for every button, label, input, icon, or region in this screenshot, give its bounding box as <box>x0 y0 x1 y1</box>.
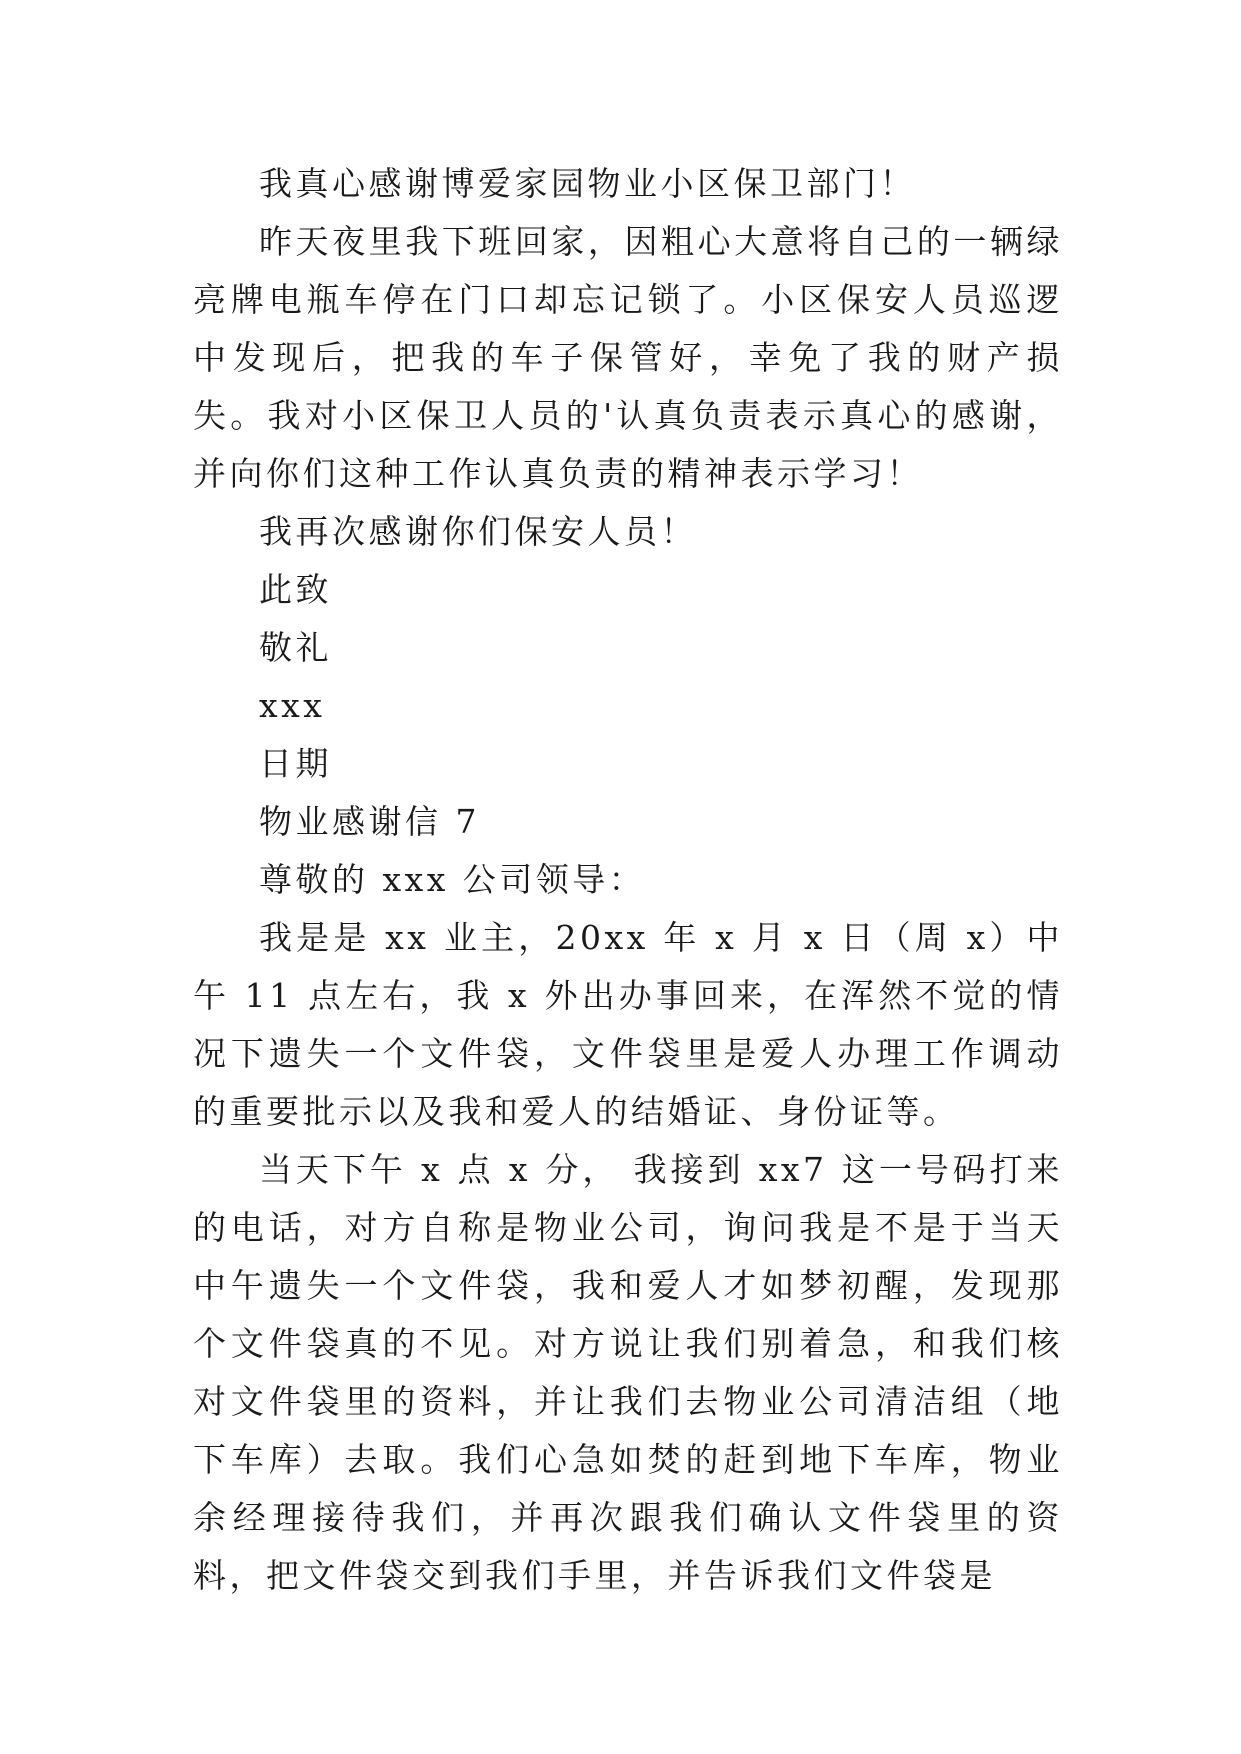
signature-date: 日期 <box>259 744 332 783</box>
incident-paragraph: 昨天夜里我下班回家，因粗心大意将自己的一辆绿亮牌电瓶车停在门口却忘记锁了。小区保安人员巡逻中发现后，把我的车子保管好，幸免了我的财产损失。我对小区保卫人员的'认真负责表示真心的感谢，并向你们这种工作认真负责的精神表示学习！ <box>193 222 1063 493</box>
document-body <box>193 155 1063 1605</box>
signature-name: xxx <box>259 686 326 725</box>
thanks-line: 我真心感谢博爱家园物业小区保卫部门！ <box>259 164 916 203</box>
recovery-paragraph: 当天下午 x 点 x 分， 我接到 xx7 这一号码打来的电话，对方自称是物业公司，询问我是不是于当天中午遗失一个文件袋，我和爱人才如梦初醒，发现那个文件袋真的不见。对方说让我们别着急，和我们核对文件袋里的资料，并让我们去物业公司清洁组（地下车库）去取。我们心急如焚的赶到地下车库，物业余经理接待我们，并再次跟我们确认文件袋里的资料，把文件袋交到我们手里，并告诉我们文件袋是 <box>193 1150 1063 1595</box>
closing-salutation: 此致 <box>259 570 332 609</box>
letter-greeting: 尊敬的 xxx 公司领导： <box>259 860 646 899</box>
thanks-again-line: 我再次感谢你们保安人员！ <box>259 512 697 551</box>
letter-heading: 物业感谢信 7 <box>259 802 480 841</box>
closing-regards: 敬礼 <box>259 628 332 667</box>
loss-paragraph: 我是是 xx 业主，20xx 年 x 月 x 日（周 x）中午 11 点左右，我 x 外出办事回来，在浑然不觉的情况下遗失一个文件袋，文件袋里是爱人办理工作调动的重要批示以及我和爱人的结婚证、身份证等。 <box>193 918 1063 1131</box>
